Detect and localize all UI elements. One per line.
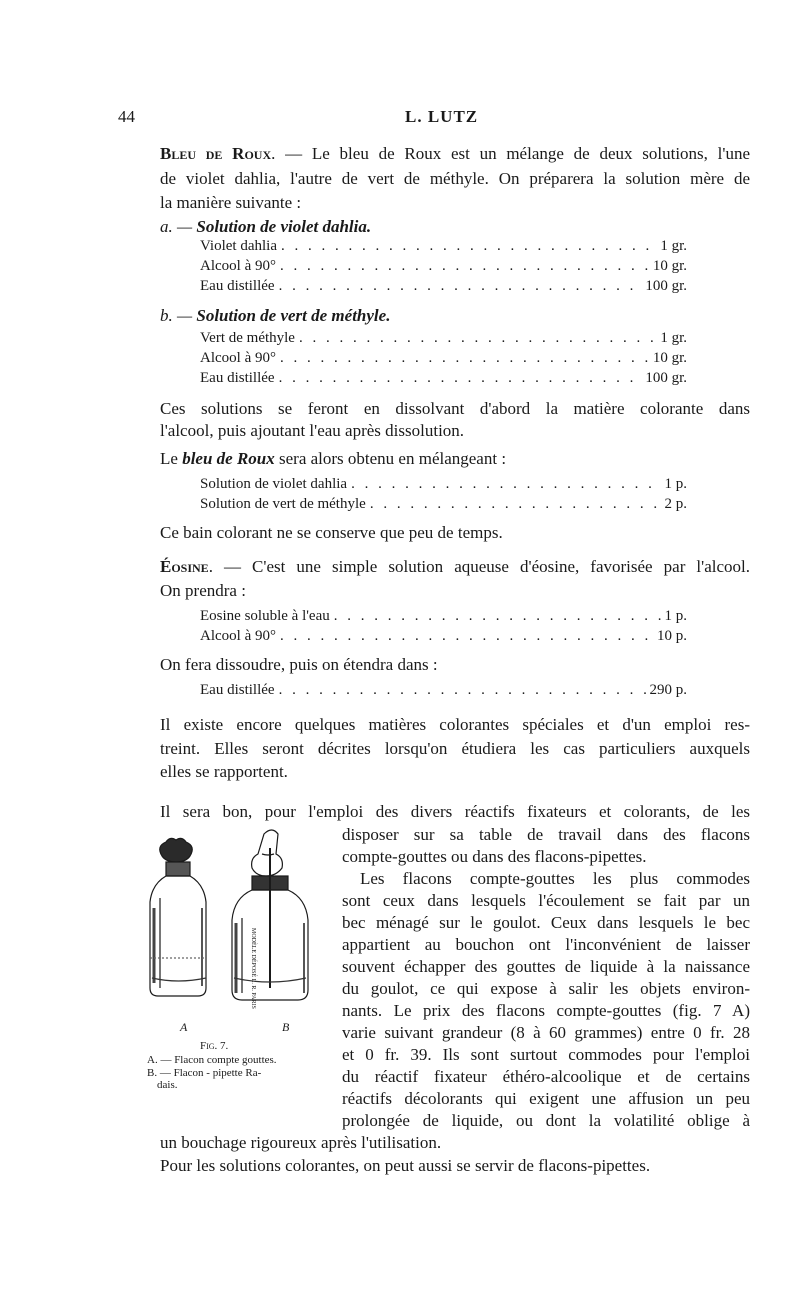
eosine-dissolve: On fera dissoudre, puis on étendra dans : xyxy=(160,655,438,674)
ingredient-qty: 1 gr. xyxy=(660,238,687,254)
eosine-line-1-text: . — C'est une simple solution aqueuse d'éosine, favorisée par l'alcool. xyxy=(208,557,750,576)
flacons-wrap-line: du réactif fixateur éthéro-alcoolique et de certains xyxy=(342,1067,750,1086)
para3-pre: Le xyxy=(160,449,178,468)
ingredient-name: Eosine soluble à l'eau xyxy=(200,608,330,624)
ingredient-qty: 100 gr. xyxy=(645,370,687,386)
leader-dots xyxy=(299,330,656,347)
ingredient-name: Alcool à 90° xyxy=(200,258,276,274)
bleu-line-2: de violet dahlia, l'autre de vert de méthyle. On préparera la solution mère de xyxy=(160,169,750,188)
leader-dots xyxy=(279,278,642,295)
bleu-line-1-text: . — Le bleu de Roux est un mélange de deux solutions, l'une xyxy=(271,144,750,163)
recipe-a-row xyxy=(200,238,687,255)
page-number: 44 xyxy=(118,107,135,126)
ingredient-qty: 2 p. xyxy=(664,496,687,512)
flacons-last-line-2: Pour les solutions colorantes, on peut aussi se servir de flacons-pipettes. xyxy=(160,1156,651,1175)
figure-label-b: B xyxy=(282,1020,290,1034)
leader-dots xyxy=(280,258,649,275)
ingredient-name: Eau distillée xyxy=(200,278,275,294)
figure-caption-b: B. — Flacon - pipette Ra- xyxy=(147,1067,262,1079)
bottle-b-embossed-text: MODÈLE DÉPOSÉ L. R. PARIS xyxy=(250,928,256,1009)
ingredient-qty: 10 gr. xyxy=(652,258,687,274)
bleu-title: Bleu de Roux xyxy=(160,144,272,163)
recipe-a-row xyxy=(200,278,687,295)
para3-line xyxy=(160,448,506,470)
flacons-wrap-line: et 0 fr. 39. Ils sont surtout commodes pour l'emploi xyxy=(342,1045,750,1064)
eosine-row xyxy=(200,628,687,645)
ingredient-qty: 1 gr. xyxy=(660,330,687,346)
section-a-title: Solution de violet dahlia. xyxy=(196,217,372,236)
ingredient-name: Vert de méthyle xyxy=(200,330,295,346)
leader-dots xyxy=(279,682,646,699)
figure-caption-a: A. — Flacon compte gouttes. xyxy=(147,1054,277,1066)
para2-line-1: Ces solutions se feront en dissolvant d'abord la matière colorante dans xyxy=(160,399,750,418)
ingredient-qty: 10 p. xyxy=(657,628,687,644)
para3-post: sera alors obtenu en mélangeant : xyxy=(279,449,507,468)
ingredient-qty: 1 p. xyxy=(664,608,687,624)
flacons-wrap-line: compte-gouttes ou dans des flacons-pipettes. xyxy=(342,847,647,866)
leader-dots xyxy=(334,608,661,625)
leader-dots xyxy=(281,238,656,255)
special-line-3: elles se rapportent. xyxy=(160,762,288,781)
flacons-wrap-line: disposer sur sa table de travail dans des flacons xyxy=(342,825,750,844)
eosine-water-row xyxy=(200,682,687,699)
bottle-b-drawing xyxy=(232,830,308,1000)
leader-dots xyxy=(280,350,649,367)
leader-dots xyxy=(370,496,661,513)
figure-label-a: A xyxy=(180,1020,188,1034)
recipe-a-row xyxy=(200,258,687,275)
ingredient-name: Alcool à 90° xyxy=(200,628,276,644)
bottle-a-drawing xyxy=(150,838,206,996)
leader-dots xyxy=(279,370,642,387)
ingredient-name: Solution de violet dahlia xyxy=(200,476,348,492)
running-head: L. LUTZ xyxy=(405,107,479,126)
flacons-wrap-line: Les flacons compte-gouttes les plus commodes xyxy=(360,869,750,888)
para3-emphasis: bleu de Roux xyxy=(182,449,275,468)
recipe-b-row xyxy=(200,350,687,367)
flacons-wrap-line: varie suivant grandeur (8 à 60 grammes) entre 0 fr. 28 xyxy=(342,1023,750,1042)
flacons-wrap-line: bec ménagé sur le goulot. Ceux dans lesquels le bec xyxy=(342,913,750,932)
ingredient-qty: 100 gr. xyxy=(645,278,687,294)
flacons-wrap-line: réactifs décolorants qui exigent une affusion un peu xyxy=(342,1089,750,1108)
ingredient-name: Violet dahlia xyxy=(200,238,277,254)
ingredient-name: Eau distillée xyxy=(200,370,275,386)
eosine-title: Éosine xyxy=(160,557,209,576)
ingredient-name: Eau distillée xyxy=(200,682,275,698)
ingredient-qty: 1 p. xyxy=(664,476,687,492)
ingredient-name: Solution de vert de méthyle xyxy=(200,496,366,512)
flacons-wrap-line: souvent échapper des gouttes de liquide à la naissance xyxy=(342,957,750,976)
mix-row xyxy=(200,496,687,513)
flacons-wrap-line: nants. Le prix des flacons compte-gouttes (fig. 7 A) xyxy=(342,1001,750,1020)
mix-row xyxy=(200,476,687,493)
section-b-title: Solution de vert de méthyle. xyxy=(196,306,391,325)
section-b-heading xyxy=(160,305,390,327)
flacons-wrap-line: du goulot, ce qui expose à salir les objets environ- xyxy=(342,979,750,998)
recipe-b-row xyxy=(200,330,687,347)
recipe-b-row xyxy=(200,370,687,387)
eosine-line-1 xyxy=(160,556,750,578)
figure-7-bottles xyxy=(140,828,340,1020)
eosine-line-2: On prendra : xyxy=(160,581,246,600)
leader-dots xyxy=(280,628,653,645)
figure-number: Fig. 7. xyxy=(200,1040,229,1052)
bleu-line-1 xyxy=(160,143,750,165)
flacons-wrap-line: appartient au bouchon ont l'inconvénient de laisser xyxy=(342,935,750,954)
section-a-heading xyxy=(160,216,371,238)
figure-caption-b-cont: dais. xyxy=(157,1079,178,1091)
para2-line-2: l'alcool, puis ajoutant l'eau après dissolution. xyxy=(160,421,465,440)
special-line-2: treint. Elles seront décrites lorsqu'on étudiera les cas particuliers auxquels xyxy=(160,739,750,758)
special-line-1: Il existe encore quelques matières colorantes spéciales et d'un emploi res- xyxy=(160,715,750,734)
leader-dots xyxy=(351,476,660,493)
eosine-row xyxy=(200,608,687,625)
bleu-line-3: la manière suivante : xyxy=(160,193,302,212)
flacons-last-line-1: un bouchage rigoureux après l'utilisation. xyxy=(160,1133,442,1152)
ingredient-name: Alcool à 90° xyxy=(200,350,276,366)
section-a-label: a. — xyxy=(160,217,193,236)
flacons-wrap-line: sont ceux dans lesquels l'écoulement se fait par un xyxy=(342,891,750,910)
section-b-label: b. — xyxy=(160,306,193,325)
ingredient-qty: 290 p. xyxy=(649,682,687,698)
ingredient-qty: 10 gr. xyxy=(652,350,687,366)
bath-note: Ce bain colorant ne se conserve que peu de temps. xyxy=(160,523,503,542)
flacons-wrap-line: prolongée de liquide, ou dont la volatilité oblige à xyxy=(342,1111,750,1130)
flacons-line-1: Il sera bon, pour l'emploi des divers réactifs fixateurs et colorants, de les xyxy=(160,802,750,821)
